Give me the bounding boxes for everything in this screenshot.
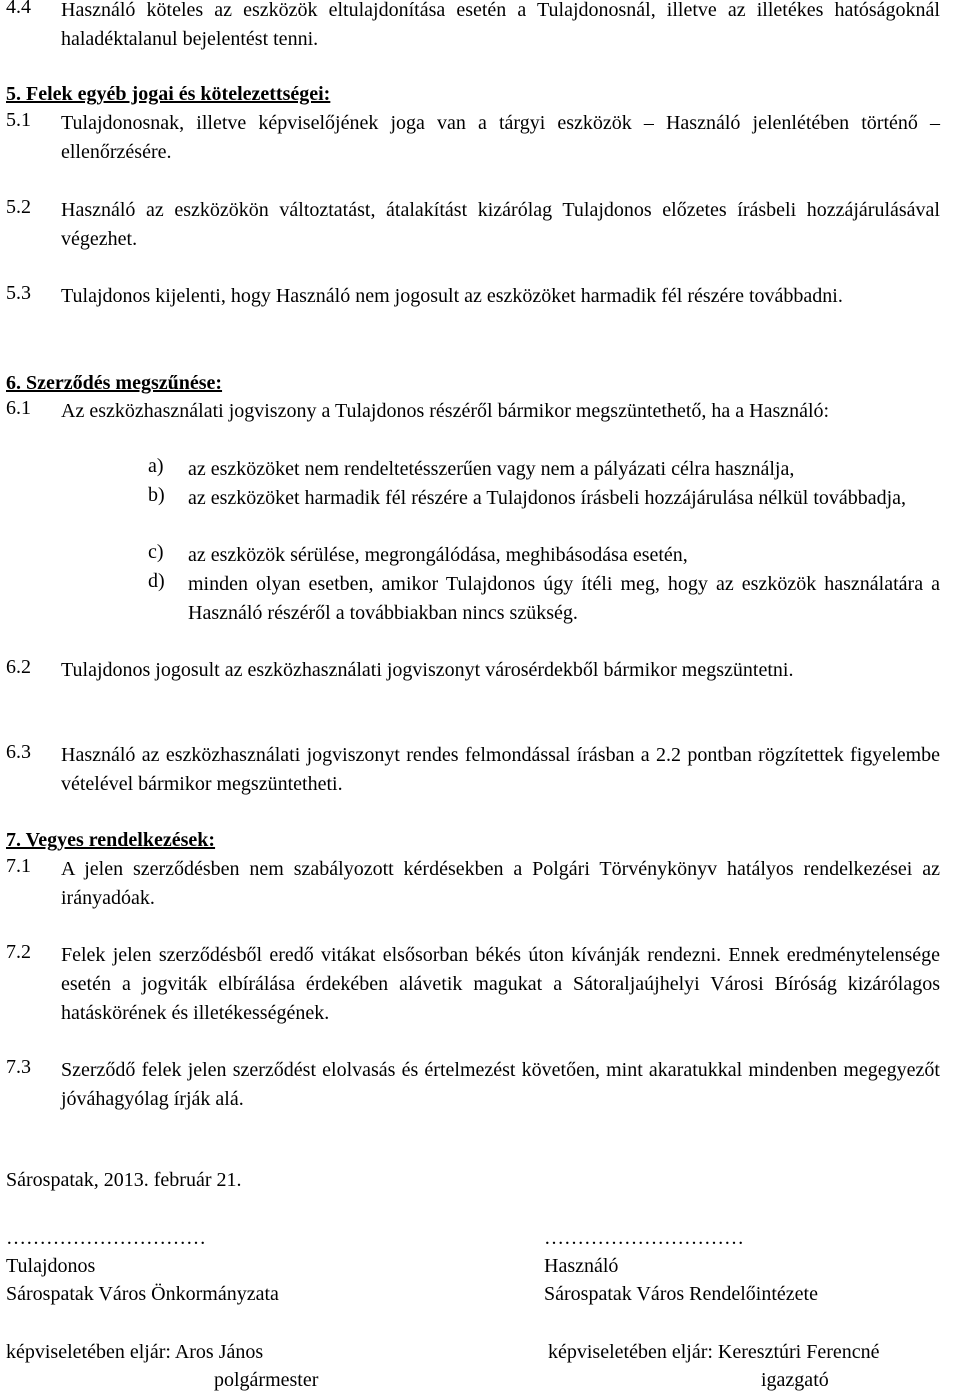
section-6-3-number: 6.3 xyxy=(6,741,31,763)
section-4-4-text: Használó köteles az eszközök eltulajdonítása esetén a Tulajdonosnál, illetve az illetékes hatóságoknál haladéktalanul bejelentést tenni. xyxy=(61,0,940,50)
signatory-rep-left: képviseletében eljár: Aros János xyxy=(6,1341,264,1363)
signatory-role-left: Tulajdonos xyxy=(6,1255,96,1277)
list-item-label: d) xyxy=(148,570,165,592)
section-6-2-number: 6.2 xyxy=(6,656,31,678)
section-7-heading: 7. Vegyes rendelkezések: xyxy=(6,829,216,851)
signatory-org-left: Sárospatak Város Önkormányzata xyxy=(6,1283,279,1305)
section-6-1-number: 6.1 xyxy=(6,397,31,419)
section-5-1-number: 5.1 xyxy=(6,109,31,131)
list-item-label: a) xyxy=(148,455,164,477)
signatory-role-right: Használó xyxy=(544,1255,619,1277)
signature-line-left: ………………………… xyxy=(6,1227,206,1249)
section-6-heading: 6. Szerződés megszűnése: xyxy=(6,372,223,394)
section-5-3-number: 5.3 xyxy=(6,282,31,304)
section-5-2-number: 5.2 xyxy=(6,196,31,218)
signature-line-right: ………………………… xyxy=(544,1227,744,1249)
place-date: Sárospatak, 2013. február 21. xyxy=(6,1169,242,1191)
section-5-1-text: Tulajdonosnak, illetve képviselőjének joga van a tárgyi eszközök – Használó jelenlétében történő – ellenőrzésére. xyxy=(61,112,940,163)
section-7-2-number: 7.2 xyxy=(6,941,31,963)
section-4-4-number: 4.4 xyxy=(6,0,31,18)
signatory-rep-right: képviseletében eljár: Keresztúri Ferencné xyxy=(548,1341,880,1363)
signatory-org-right: Sárospatak Város Rendelőintézete xyxy=(544,1283,818,1305)
list-item-label: c) xyxy=(148,541,164,563)
section-5-3-text: Tulajdonos kijelenti, hogy Használó nem jogosult az eszközöket harmadik fél részére továbbadni. xyxy=(61,285,843,307)
list-item-text: az eszközöket harmadik fél részére a Tulajdonos írásbeli hozzájárulása nélkül továbbadja, xyxy=(188,487,907,509)
section-6-3-text: Használó az eszközhasználati jogviszonyt rendes felmondással írásban a 2.2 pontban rögzítettek figyelembe vételével bármikor megszüntetheti. xyxy=(61,744,940,795)
section-6-2-text: Tulajdonos jogosult az eszközhasználati jogviszonyt városérdekből bármikor megszüntetni. xyxy=(61,659,794,681)
section-7-1-text: A jelen szerződésben nem szabályozott kérdésekben a Polgári Törvénykönyv hatályos rendelkezései az irányadóak. xyxy=(61,858,940,909)
section-7-3-text: Szerződő felek jelen szerződést elolvasás és értelmezést követően, mint akaratukkal mindenben megegyezőt jóváhagyólag írják alá. xyxy=(61,1059,940,1110)
signatory-title-left: polgármester xyxy=(214,1369,319,1391)
section-7-3-number: 7.3 xyxy=(6,1056,31,1078)
section-5-heading: 5. Felek egyéb jogai és kötelezettségei: xyxy=(6,83,331,105)
section-6-1-text: Az eszközhasználati jogviszony a Tulajdonos részéről bármikor megszüntethető, ha a Használó: xyxy=(61,400,830,422)
section-5-2-text: Használó az eszközökön változtatást, átalakítást kizárólag Tulajdonos előzetes írásbeli hozzájárulásával végezhet. xyxy=(61,199,940,250)
signatory-title-right: igazgató xyxy=(761,1369,829,1391)
list-item-text: az eszközök sérülése, megrongálódása, meghibásodása esetén, xyxy=(188,544,688,566)
list-item-text: az eszközöket nem rendeltetésszerűen vagy nem a pályázati célra használja, xyxy=(188,458,795,480)
list-item-text: minden olyan esetben, amikor Tulajdonos úgy ítéli meg, hogy az eszközök használatára a Használó részéről a továbbiakban nincs szükség. xyxy=(188,573,940,624)
section-7-2-text: Felek jelen szerződésből eredő vitákat elsősorban békés úton kívánják rendezni. Ennek eredménytelensége esetén a jogviták elbírálása érdekében alávetik magukat a Sátoraljaújhelyi Városi Bíróság kizárólagos hatáskörének és illetékességének. xyxy=(61,944,940,1024)
section-7-1-number: 7.1 xyxy=(6,855,31,877)
list-item-label: b) xyxy=(148,484,165,506)
